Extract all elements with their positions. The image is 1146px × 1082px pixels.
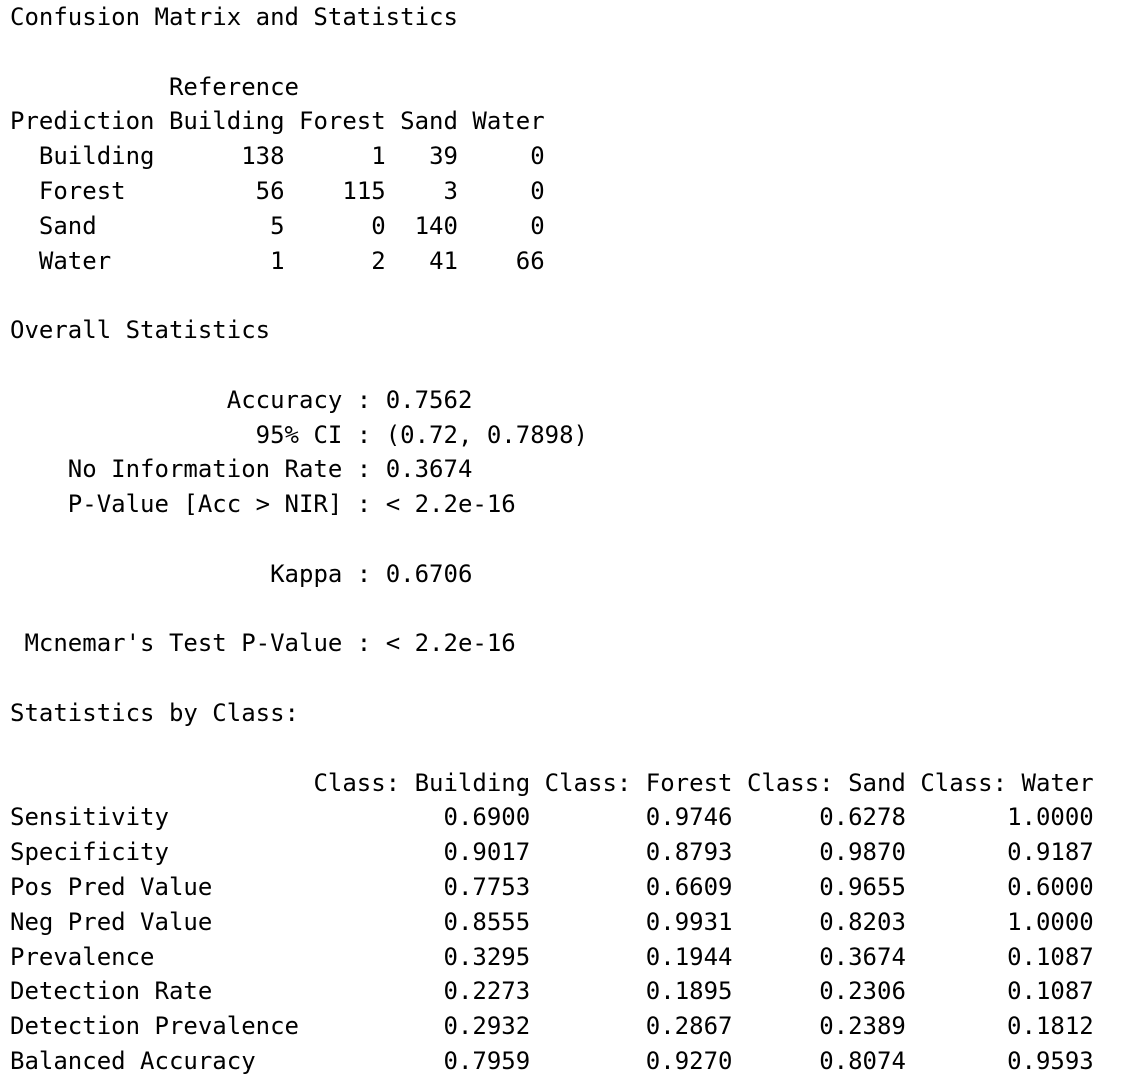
- by-class-cell: 0.7753: [443, 872, 531, 901]
- by-class-cell: 0.9187: [1007, 838, 1094, 867]
- overall-stat-row: Accuracy : 0.7562: [226, 385, 473, 414]
- r-console-output: [10, 0, 1094, 1079]
- confusion-reference-line: [10, 70, 1094, 105]
- blank-line: [10, 592, 1094, 627]
- by-class-row: [10, 940, 1094, 975]
- by-class-heading: Statistics by Class:: [10, 698, 299, 727]
- confusion-cell: 1: [270, 246, 285, 275]
- by-class-cell: 0.6609: [645, 872, 733, 901]
- overall-stat-row: Kappa : 0.6706: [270, 559, 473, 588]
- blank-line: [10, 278, 1094, 313]
- overall-stat-label: Accuracy: [226, 385, 343, 414]
- overall-stat-value: 0.6706: [385, 559, 473, 588]
- by-class-col-header: Class: Sand: [746, 768, 906, 797]
- by-class-cell: 0.2273: [443, 977, 531, 1006]
- by-class-row: [10, 1009, 1094, 1044]
- by-class-cell: 0.1087: [1007, 942, 1094, 971]
- by-class-cell: 0.8074: [819, 1046, 906, 1075]
- by-class-row-label: Detection Prevalence: [10, 1012, 299, 1041]
- overall-stat-row: No Information Rate : 0.3674: [67, 455, 473, 484]
- by-class-row-label: Balanced Accuracy: [10, 1046, 256, 1075]
- by-class-cell: 0.3295: [443, 942, 531, 971]
- by-class-row: [10, 800, 1094, 835]
- by-class-cell: 0.9270: [645, 1046, 733, 1075]
- by-class-row-label: Pos Pred Value: [10, 872, 213, 901]
- overall-stat-row: 95% CI : (0.72, 0.7898): [255, 420, 588, 449]
- confusion-cell: 5: [270, 211, 285, 240]
- overall-stat-label: Kappa: [270, 559, 343, 588]
- confusion-col-header: Water: [472, 107, 545, 136]
- blank-line: [10, 348, 1094, 383]
- by-class-cell: 0.8203: [819, 907, 906, 936]
- by-class-cell: 0.7959: [443, 1046, 531, 1075]
- by-class-heading-line: [10, 696, 1094, 731]
- confusion-prediction-label: Prediction: [10, 107, 155, 136]
- by-class-cell: 0.9746: [645, 803, 733, 832]
- by-class-cell: 0.1895: [645, 977, 733, 1006]
- by-class-cell: 0.1812: [1007, 1012, 1094, 1041]
- by-class-cell: 0.8555: [443, 907, 531, 936]
- confusion-cell: 0: [530, 176, 545, 205]
- by-class-cell: 0.9931: [645, 907, 733, 936]
- confusion-cell: 138: [241, 142, 285, 171]
- confusion-cell: 0: [530, 211, 545, 240]
- by-class-cell: 0.2306: [819, 977, 906, 1006]
- by-class-col-header: Class: Water: [920, 768, 1094, 797]
- confusion-row-label: Water: [38, 246, 112, 275]
- confusion-cell: 39: [429, 142, 458, 171]
- confusion-cell: 115: [342, 176, 386, 205]
- by-class-row: [10, 870, 1094, 905]
- overall-stat-value: (0.72, 0.7898): [385, 420, 588, 449]
- confusion-cell: 140: [414, 211, 458, 240]
- by-class-cell: 0.2932: [443, 1012, 531, 1041]
- overall-stat-label: No Information Rate: [67, 455, 343, 484]
- by-class-cell: 0.6278: [819, 803, 906, 832]
- confusion-row-label: Building: [38, 142, 155, 171]
- confusion-cell: 0: [530, 142, 545, 171]
- by-class-cell: 0.6900: [443, 803, 531, 832]
- overall-stat-value: 0.7562: [385, 385, 473, 414]
- confusion-row: [10, 244, 1094, 279]
- confusion-row: [10, 139, 1094, 174]
- by-class-row: [10, 835, 1094, 870]
- by-class-row: [10, 1044, 1094, 1079]
- confusion-cell: 2: [371, 246, 386, 275]
- confusion-cell: 41: [429, 246, 458, 275]
- confusion-col-header: Forest: [299, 107, 386, 136]
- by-class-row-label: Neg Pred Value: [10, 907, 213, 936]
- confusion-row: [10, 174, 1094, 209]
- confusion-cell: 0: [371, 211, 386, 240]
- by-class-cell: 1.0000: [1007, 803, 1094, 832]
- by-class-cell: 0.1944: [645, 942, 733, 971]
- overall-heading: Overall Statistics: [10, 316, 271, 345]
- by-class-row: [10, 905, 1094, 940]
- blank-line: [10, 522, 1094, 557]
- overall-heading-line: [10, 313, 1094, 348]
- by-class-cell: 0.9870: [819, 838, 906, 867]
- confusion-row-label: Forest: [38, 176, 126, 205]
- page-title: Confusion Matrix and Statistics: [10, 3, 458, 31]
- by-class-cell: 0.8793: [645, 838, 733, 867]
- overall-stat-value: < 2.2e-16: [385, 629, 516, 658]
- overall-stat-value: 0.3674: [385, 455, 473, 484]
- overall-stat-label: Mcnemar's Test P-Value: [24, 629, 343, 658]
- overall-stat-row: P-Value [Acc > NIR] : < 2.2e-16: [67, 490, 516, 519]
- confusion-cell: 66: [515, 246, 545, 275]
- by-class-row-label: Prevalence: [10, 942, 155, 971]
- by-class-row-label: Sensitivity: [10, 803, 169, 832]
- by-class-cell: 0.6000: [1007, 872, 1094, 901]
- by-class-cell: 0.9017: [443, 838, 531, 867]
- overall-stat-row: Mcnemar's Test P-Value : < 2.2e-16: [24, 629, 516, 658]
- confusion-col-header: Building: [168, 107, 285, 136]
- by-class-col-header: Class: Forest: [544, 768, 733, 797]
- blank-line: [10, 731, 1094, 766]
- overall-stat-label: P-Value [Acc > NIR]: [67, 490, 343, 519]
- by-class-row-label: Detection Rate: [10, 977, 213, 1006]
- by-class-row-label: Specificity: [10, 838, 169, 867]
- by-class-row: [10, 974, 1094, 1009]
- confusion-row-label: Sand: [38, 211, 97, 240]
- confusion-col-header: Sand: [400, 107, 458, 136]
- confusion-header-row: [10, 104, 1094, 139]
- confusion-reference-label: Reference: [168, 72, 299, 101]
- title-line: [10, 0, 1094, 35]
- by-class-col-header: Class: Building: [313, 768, 531, 797]
- by-class-cell: 0.3674: [819, 942, 906, 971]
- by-class-cell: 0.1087: [1007, 977, 1094, 1006]
- confusion-cell: 1: [371, 142, 386, 171]
- confusion-row: [10, 209, 1094, 244]
- by-class-cell: 0.2389: [819, 1012, 906, 1041]
- confusion-cell: 3: [443, 176, 458, 205]
- by-class-cell: 1.0000: [1007, 907, 1094, 936]
- blank-line: [10, 661, 1094, 696]
- blank-line: [10, 35, 1094, 70]
- by-class-header-row: [10, 766, 1094, 801]
- by-class-cell: 0.2867: [645, 1012, 733, 1041]
- overall-stat-value: < 2.2e-16: [385, 490, 516, 519]
- by-class-cell: 0.9655: [819, 872, 906, 901]
- overall-stat-label: 95% CI: [255, 420, 343, 449]
- by-class-cell: 0.9593: [1007, 1046, 1094, 1075]
- confusion-cell: 56: [255, 176, 285, 205]
